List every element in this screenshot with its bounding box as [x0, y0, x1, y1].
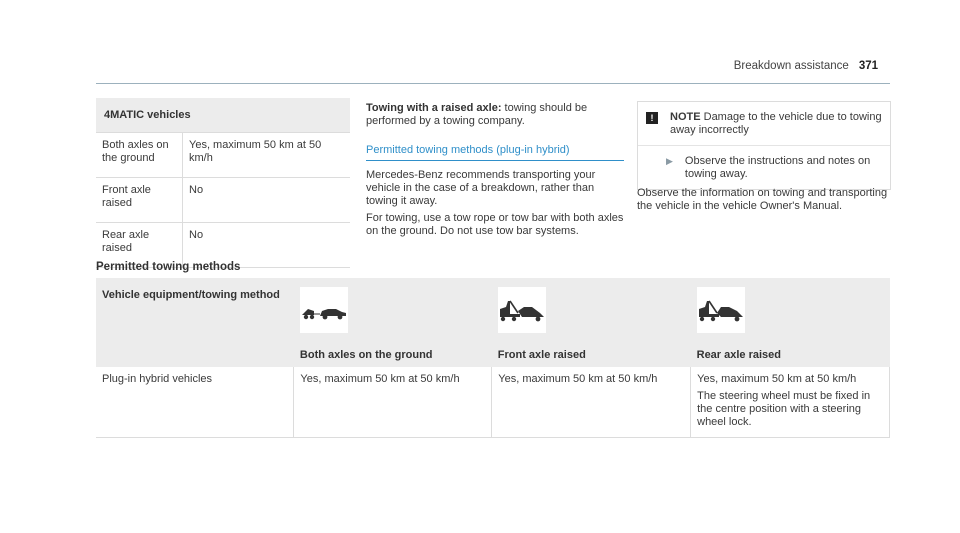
- header-rule: [96, 83, 890, 84]
- play-arrow-icon: ▶: [666, 156, 673, 166]
- car-towed-rope-icon: [300, 287, 348, 333]
- cell-front-raised: Yes, maximum 50 km at 50 km/h: [492, 367, 691, 438]
- cell-both-axles: Yes, maximum 50 km at 50 km/h: [294, 367, 492, 438]
- row-label: Front axle raised: [96, 178, 183, 223]
- section-title: Breakdown assistance: [733, 60, 849, 72]
- table-row: [96, 367, 890, 438]
- row-value: No: [183, 223, 351, 268]
- page-number: 371: [858, 60, 878, 72]
- row-value: Yes, maximum 50 km at 50 km/h: [183, 133, 351, 178]
- notice-label: NOTE: [670, 111, 701, 123]
- observe-paragraph: Observe the information on towing and transporting the vehicle in the vehicle Owner's Manual.: [637, 187, 888, 212]
- section-heading-plug-in: Permitted towing methods (plug-in hybrid): [366, 144, 624, 161]
- steering-lock-note: The steering wheel must be fixed in the centre position with a steering wheel lock.: [697, 390, 871, 428]
- raised-axle-lead: Towing with a raised axle:: [366, 102, 502, 114]
- page-header: [734, 60, 878, 72]
- method-label-rear-raised: Rear axle raised: [696, 349, 782, 361]
- towing-methods-table: [96, 278, 890, 438]
- permitted-methods-title: Permitted towing methods: [96, 261, 241, 273]
- cell-rear-raised: [691, 367, 890, 438]
- method-label-both-axles: Both axles on the ground: [299, 349, 433, 361]
- middle-column: [366, 102, 624, 242]
- header-method-rear-raised: [691, 278, 890, 367]
- cell-vehicle: Plug-in hybrid vehicles: [96, 367, 294, 438]
- notice-instruction: [638, 146, 890, 189]
- header-vehicle-equipment: Vehicle equipment/towing method: [96, 278, 294, 367]
- header-method-both-axles: [294, 278, 492, 367]
- notice-header: [638, 102, 890, 146]
- row-label: Both axles on the ground: [96, 133, 183, 178]
- tow-rope-paragraph: For towing, use a tow rope or tow bar with both axles on the ground. Do not use tow bar systems.: [366, 212, 624, 237]
- header-method-front-raised: [492, 278, 691, 367]
- notice-box: [637, 101, 891, 190]
- table-4matic-title: 4MATIC vehicles: [96, 98, 350, 133]
- tow-truck-rear-raised-icon: [697, 287, 745, 333]
- cell-rear-raised-value: Yes, maximum 50 km at 50 km/h: [697, 373, 857, 385]
- table-row: [96, 133, 350, 178]
- raised-axle-paragraph: [366, 102, 624, 128]
- row-value: No: [183, 178, 351, 223]
- tow-truck-front-raised-icon: [498, 287, 546, 333]
- notice-instruction-text: Observe the instructions and notes on towing away.: [684, 155, 871, 180]
- method-label-front-raised: Front axle raised: [497, 349, 586, 361]
- table-row: [96, 178, 350, 223]
- row-label: Rear axle raised: [96, 223, 183, 268]
- notice-text: Damage to the vehicle due to towing away incorrectly: [670, 111, 882, 136]
- notice-text-wrap: [670, 111, 882, 137]
- raised-axle-text: towing should be performed by a towing company.: [366, 102, 588, 127]
- recommend-paragraph: Mercedes-Benz recommends transporting your vehicle in the case of a breakdown, rather than towing it away.: [366, 169, 596, 207]
- exclamation-icon: !: [646, 112, 658, 124]
- table-4matic: [96, 98, 350, 268]
